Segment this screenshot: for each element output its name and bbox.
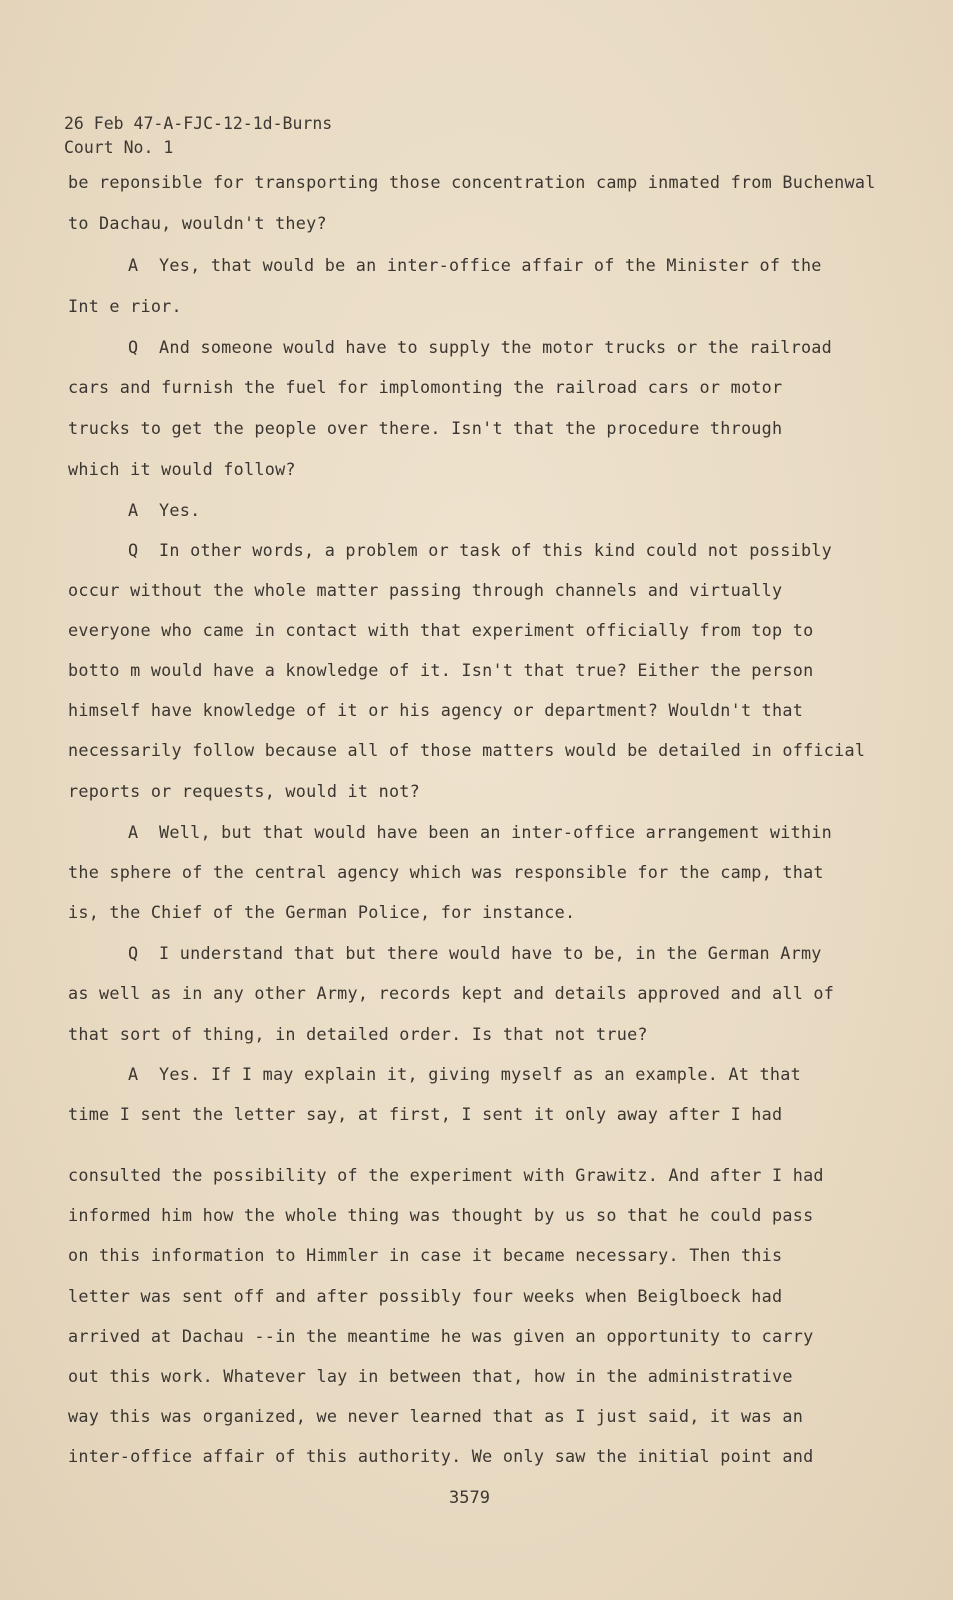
page-number: 3579 — [449, 1488, 490, 1508]
text-line: informed him how the whole thing was thought by us so that he could pass — [68, 1205, 814, 1225]
text-line: consulted the possibility of the experiment with Grawitz. And after I had — [68, 1165, 824, 1185]
header-court: Court No. 1 — [64, 138, 174, 157]
text-line: to Dachau, wouldn't they? — [68, 213, 327, 233]
text-line: A Yes. — [128, 500, 201, 520]
text-line: A Well, but that would have been an inter-office arrangement within — [128, 822, 833, 842]
text-line: cars and furnish the fuel for implomonting the railroad cars or motor — [68, 377, 783, 397]
text-line: as well as in any other Army, records kept and details approved and all of — [68, 983, 835, 1003]
text-line: Int e rior. — [68, 296, 182, 316]
text-line: A Yes, that would be an inter-office affair of the Minister of the — [128, 255, 822, 275]
text-line: inter-office affair of this authority. We only saw the initial point and — [68, 1446, 814, 1466]
text-line: letter was sent off and after possibly four weeks when Beiglboeck had — [68, 1286, 783, 1306]
text-line: time I sent the letter say, at first, I sent it only away after I had — [68, 1104, 783, 1124]
text-line: which it would follow? — [68, 459, 296, 479]
text-line: the sphere of the central agency which was responsible for the camp, that — [68, 862, 824, 882]
text-line: arrived at Dachau --in the meantime he was given an opportunity to carry — [68, 1326, 814, 1346]
document-header — [64, 112, 332, 160]
text-line: Q I understand that but there would have to be, in the German Army — [128, 943, 822, 963]
text-line: occur without the whole matter passing through channels and virtually — [68, 580, 783, 600]
text-line: trucks to get the people over there. Isn't that the procedure through — [68, 418, 783, 438]
text-line: that sort of thing, in detailed order. Is that not true? — [68, 1024, 648, 1044]
text-line: himself have knowledge of it or his agency or department? Wouldn't that — [68, 700, 804, 720]
text-line: out this work. Whatever lay in between that, how in the administrative — [68, 1366, 793, 1386]
text-line: is, the Chief of the German Police, for instance. — [68, 902, 576, 922]
text-line: be reponsible for transporting those concentration camp inmated from Buchenwal — [68, 172, 876, 192]
text-line: necessarily follow because all of those matters would be detailed in official — [68, 740, 866, 760]
text-line: botto m would have a knowledge of it. Isn't that true? Either the person — [68, 660, 814, 680]
text-line: reports or requests, would it not? — [68, 781, 421, 801]
text-line: Q In other words, a problem or task of this kind could not possibly — [128, 540, 833, 560]
text-line: way this was organized, we never learned that as I just said, it was an — [68, 1406, 804, 1426]
text-line: A Yes. If I may explain it, giving myself as an example. At that — [128, 1064, 801, 1084]
text-line: on this information to Himmler in case it became necessary. Then this — [68, 1245, 783, 1265]
header-reference: 26 Feb 47-A-FJC-12-1d-Burns — [64, 114, 333, 133]
text-line: Q And someone would have to supply the motor trucks or the railroad — [128, 337, 833, 357]
text-line: everyone who came in contact with that experiment officially from top to — [68, 620, 814, 640]
